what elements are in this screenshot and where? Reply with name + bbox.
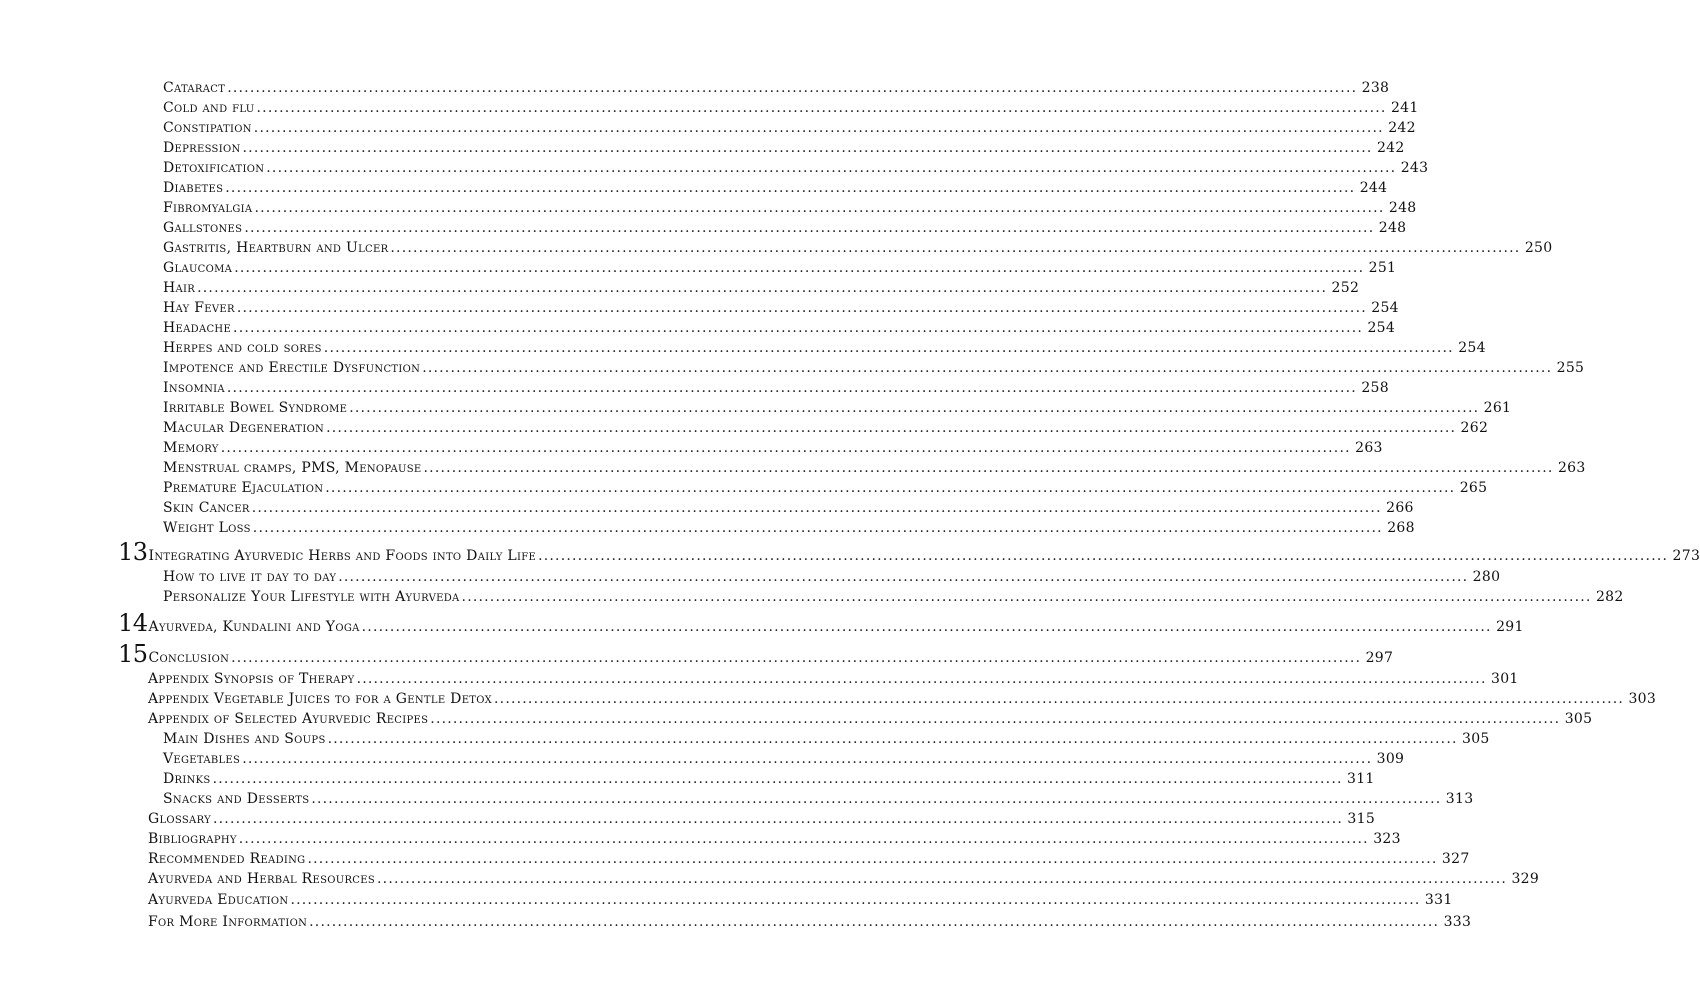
page-number: 242 xyxy=(1376,140,1405,156)
toc-chapter-entry xyxy=(0,609,1524,637)
toc-entry xyxy=(0,563,1501,585)
page-number: 301 xyxy=(1490,671,1519,687)
entry-title: Gallstones xyxy=(163,220,243,236)
page-number: 255 xyxy=(1556,360,1585,376)
page-number: 291 xyxy=(1496,619,1524,635)
toc-entry xyxy=(0,94,1419,116)
dot-leader: ........................................................................................................................................................................................................ xyxy=(461,589,1592,605)
entry-title: Hair xyxy=(163,280,196,296)
page-number: 261 xyxy=(1483,400,1512,416)
page-number: 333 xyxy=(1443,914,1472,930)
dot-leader: ........................................................................................................................................................................................................ xyxy=(311,791,1442,807)
page-number: 266 xyxy=(1386,500,1414,516)
dot-leader: ........................................................................................................................................................................................................ xyxy=(307,851,1438,867)
page-number: 244 xyxy=(1359,180,1388,196)
page-number: 248 xyxy=(1388,200,1417,216)
dot-leader: ........................................................................................................................................................................................................ xyxy=(242,751,1373,767)
entry-title: Fibromyalgia xyxy=(163,200,253,216)
entry-title: Personalize Your Lifestyle with Ayurveda xyxy=(163,589,460,605)
entry-title: Bibliography xyxy=(148,831,237,847)
toc-entry xyxy=(0,745,1405,767)
entry-title: Recommended Reading xyxy=(148,851,306,867)
dot-leader: ........................................................................................................................................................................................................ xyxy=(227,80,1358,96)
entry-title: Cold and flu xyxy=(163,100,255,116)
dot-leader: ........................................................................................................................................................................................................ xyxy=(234,260,1365,276)
dot-leader: ........................................................................................................................................................................................................ xyxy=(290,892,1421,908)
dot-leader: ........................................................................................................................................................................................................ xyxy=(538,548,1669,564)
toc-entry xyxy=(0,705,1593,727)
entry-title: For More Information xyxy=(148,914,308,930)
chapter-number: 13 xyxy=(118,538,148,566)
page-number: 268 xyxy=(1387,520,1415,536)
dot-leader: ........................................................................................................................................................................................................ xyxy=(231,650,1362,666)
toc-entry xyxy=(0,494,1414,516)
dot-leader: ........................................................................................................................................................................................................ xyxy=(361,619,1492,635)
page-number: 297 xyxy=(1365,650,1394,666)
page-number: 315 xyxy=(1347,811,1376,827)
entry-title: Integrating Ayurvedic Herbs and Foods into Daily Life xyxy=(148,548,537,564)
page-number: 313 xyxy=(1445,791,1474,807)
page-number: 242 xyxy=(1388,120,1416,136)
page-number: 327 xyxy=(1441,851,1470,867)
dot-leader: ........................................................................................................................................................................................................ xyxy=(325,480,1456,496)
entry-title: Appendix Synopsis of Therapy xyxy=(148,671,355,687)
entry-title: Vegetables xyxy=(163,751,241,767)
page-number: 250 xyxy=(1524,240,1553,256)
dot-leader: ........................................................................................................................................................................................................ xyxy=(225,180,1356,196)
entry-title: Cataract xyxy=(163,80,226,96)
dot-leader: ........................................................................................................................................................................................................ xyxy=(377,871,1508,887)
entry-title: Depression xyxy=(163,140,241,156)
toc-entry xyxy=(0,908,1472,930)
entry-title: Detoxification xyxy=(163,160,265,176)
page-number: 309 xyxy=(1376,751,1405,767)
entry-title: Headache xyxy=(163,320,232,336)
dot-leader: ........................................................................................................................................................................................................ xyxy=(430,711,1561,727)
toc-entry xyxy=(0,454,1586,476)
toc-entry xyxy=(0,294,1399,316)
dot-leader: ........................................................................................................................................................................................................ xyxy=(338,569,1469,585)
entry-title: Conclusion xyxy=(148,650,230,666)
dot-leader: ........................................................................................................................................................................................................ xyxy=(327,731,1458,747)
toc-entry xyxy=(0,394,1512,416)
page-number: 305 xyxy=(1462,731,1490,747)
toc-entry xyxy=(0,825,1401,847)
page-number: 311 xyxy=(1347,771,1375,787)
dot-leader: ........................................................................................................................................................................................................ xyxy=(238,831,1369,847)
page-number: 263 xyxy=(1557,460,1586,476)
toc-entry xyxy=(0,725,1490,747)
page-number: 254 xyxy=(1367,320,1396,336)
page-number: 254 xyxy=(1458,340,1486,356)
toc-entry xyxy=(0,314,1396,336)
toc-entry xyxy=(0,354,1585,376)
toc-entry xyxy=(0,765,1375,787)
toc-entry xyxy=(0,865,1540,887)
chapter-number: 14 xyxy=(118,609,148,637)
dot-leader: ........................................................................................................................................................................................................ xyxy=(494,691,1625,707)
dot-leader: ........................................................................................................................................................................................................ xyxy=(326,420,1457,436)
toc-entry xyxy=(0,805,1376,827)
entry-title: Snacks and Desserts xyxy=(163,791,310,807)
toc-entry xyxy=(0,274,1360,296)
dot-leader: ........................................................................................................................................................................................................ xyxy=(349,400,1480,416)
page-number: 303 xyxy=(1628,691,1657,707)
entry-title: Skin Cancer xyxy=(163,500,250,516)
chapter-number: 15 xyxy=(118,640,148,668)
toc-entry xyxy=(0,254,1397,276)
dot-leader: ........................................................................................................................................................................................................ xyxy=(266,160,1397,176)
toc-entry xyxy=(0,785,1474,807)
dot-leader: ........................................................................................................................................................................................................ xyxy=(242,140,1373,156)
dot-leader: ........................................................................................................................................................................................................ xyxy=(197,280,1328,296)
toc-chapter-entry xyxy=(0,538,1700,566)
toc-entry xyxy=(0,334,1486,356)
toc-chapter-entry xyxy=(0,640,1394,668)
page-number: 323 xyxy=(1373,831,1401,847)
dot-leader: ........................................................................................................................................................................................................ xyxy=(236,300,1367,316)
entry-title: Herpes and cold sores xyxy=(163,340,322,356)
dot-leader: ........................................................................................................................................................................................................ xyxy=(423,460,1554,476)
dot-leader: ........................................................................................................................................................................................................ xyxy=(390,240,1521,256)
page-number: 280 xyxy=(1472,569,1501,585)
page-number: 251 xyxy=(1368,260,1397,276)
dot-leader: ........................................................................................................................................................................................................ xyxy=(220,440,1351,456)
page-number: 248 xyxy=(1378,220,1407,236)
page-number: 262 xyxy=(1460,420,1489,436)
toc-entry xyxy=(0,234,1553,256)
entry-title: Constipation xyxy=(163,120,252,136)
entry-title: How to live it day to day xyxy=(163,569,337,585)
page-number: 252 xyxy=(1331,280,1360,296)
entry-title: Ayurveda, Kundalini and Yoga xyxy=(148,619,360,635)
toc-entry xyxy=(0,886,1453,908)
toc-entry xyxy=(0,845,1470,867)
dot-leader: ........................................................................................................................................................................................................ xyxy=(323,340,1454,356)
entry-title: Main Dishes and Soups xyxy=(163,731,326,747)
page-number: 258 xyxy=(1361,380,1389,396)
toc-entry xyxy=(0,474,1488,496)
toc-entry xyxy=(0,154,1429,176)
dot-leader: ........................................................................................................................................................................................................ xyxy=(233,320,1364,336)
entry-title: Ayurveda Education xyxy=(148,892,289,908)
toc-entry xyxy=(0,685,1657,707)
entry-title: Menstrual cramps, PMS, Menopause xyxy=(163,460,422,476)
page-number: 273 xyxy=(1672,548,1700,564)
entry-title: Appendix of Selected Ayurvedic Recipes xyxy=(148,711,429,727)
dot-leader: ........................................................................................................................................................................................................ xyxy=(253,120,1384,136)
dot-leader: ........................................................................................................................................................................................................ xyxy=(422,360,1553,376)
entry-title: Glossary xyxy=(148,811,211,827)
entry-title: Weight Loss xyxy=(163,520,251,536)
toc-entry xyxy=(0,134,1405,156)
toc-entry xyxy=(0,434,1383,456)
dot-leader: ........................................................................................................................................................................................................ xyxy=(356,671,1487,687)
dot-leader: ........................................................................................................................................................................................................ xyxy=(226,380,1357,396)
entry-title: Memory xyxy=(163,440,219,456)
dot-leader: ........................................................................................................................................................................................................ xyxy=(309,914,1440,930)
dot-leader: ........................................................................................................................................................................................................ xyxy=(244,220,1375,236)
page-number: 263 xyxy=(1355,440,1383,456)
toc-entry xyxy=(0,214,1407,236)
entry-title: Appendix Vegetable Juices to for a Gentle Detox xyxy=(148,691,493,707)
page-number: 243 xyxy=(1400,160,1429,176)
page-number: 238 xyxy=(1361,80,1390,96)
page-number: 254 xyxy=(1371,300,1399,316)
entry-title: Glaucoma xyxy=(163,260,233,276)
dot-leader: ........................................................................................................................................................................................................ xyxy=(212,771,1343,787)
page-number: 282 xyxy=(1595,589,1624,605)
page-number: 305 xyxy=(1564,711,1593,727)
entry-title: Macular Degeneration xyxy=(163,420,325,436)
toc-entry xyxy=(0,74,1390,96)
entry-title: Irritable Bowel Syndrome xyxy=(163,400,348,416)
toc-entry xyxy=(0,414,1489,436)
toc-entry xyxy=(0,194,1417,216)
page-number: 241 xyxy=(1390,100,1419,116)
toc-entry xyxy=(0,583,1624,605)
toc-entry xyxy=(0,114,1416,136)
page-number: 265 xyxy=(1459,480,1488,496)
toc-entry xyxy=(0,174,1388,196)
dot-leader: ........................................................................................................................................................................................................ xyxy=(254,200,1385,216)
entry-title: Premature Ejaculation xyxy=(163,480,324,496)
entry-title: Impotence and Erectile Dysfunction xyxy=(163,360,421,376)
dot-leader: ........................................................................................................................................................................................................ xyxy=(213,811,1344,827)
entry-title: Drinks xyxy=(163,771,211,787)
toc-entry xyxy=(0,514,1415,536)
page-number: 329 xyxy=(1511,871,1540,887)
dot-leader: ........................................................................................................................................................................................................ xyxy=(256,100,1387,116)
dot-leader: ........................................................................................................................................................................................................ xyxy=(251,500,1382,516)
entry-title: Diabetes xyxy=(163,180,224,196)
toc-entry xyxy=(0,374,1389,396)
entry-title: Hay Fever xyxy=(163,300,235,316)
entry-title: Insomnia xyxy=(163,380,225,396)
toc-entry xyxy=(0,665,1519,687)
page-number: 331 xyxy=(1424,892,1453,908)
dot-leader: ........................................................................................................................................................................................................ xyxy=(252,520,1383,536)
entry-title: Ayurveda and Herbal Resources xyxy=(148,871,376,887)
entry-title: Gastritis, Heartburn and Ulcer xyxy=(163,240,389,256)
